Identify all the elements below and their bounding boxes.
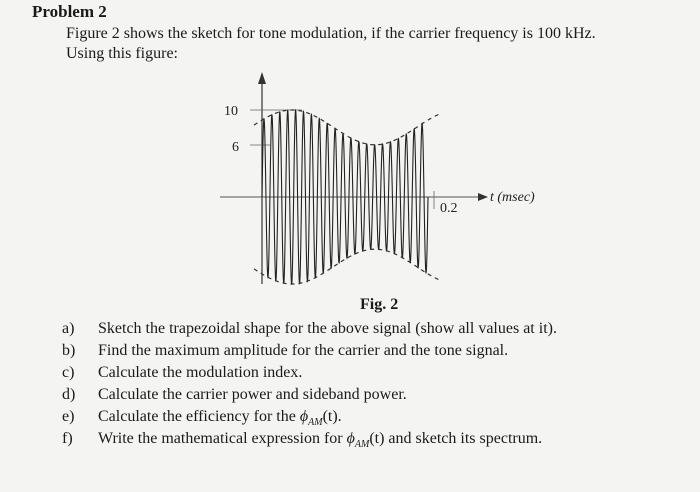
question-letter: d) [62, 386, 76, 403]
y-axis-arrow [258, 72, 266, 84]
question-text: Find the maximum amplitude for the carrier and the tone signal. [98, 342, 509, 359]
question-letter: c) [62, 364, 75, 381]
question-b [62, 340, 557, 362]
question-text [98, 428, 542, 450]
phi-symbol: ϕ [299, 408, 309, 425]
x-tick-label-0-2: 0.2 [440, 201, 458, 216]
question-d [62, 384, 557, 406]
question-text: Calculate the modulation index. [98, 364, 303, 381]
question-text-after: (t) and sketch its spectrum. [369, 430, 543, 447]
question-text-before: Write the mathematical expression for [98, 430, 347, 447]
am-waveform-figure [190, 64, 560, 294]
question-text-after: (t). [322, 408, 342, 425]
phi-symbol: ϕ [346, 430, 355, 447]
question-letter: a) [62, 320, 75, 337]
question-list [62, 318, 557, 450]
phi-subscript: AM [308, 417, 323, 429]
intro-line-1: Figure 2 shows the sketch for tone modulation, if the carrier frequency is 100 kHz. [66, 25, 596, 42]
question-text: Sketch the trapezoidal shape for the above signal (show all values at it). [98, 320, 557, 337]
problem-intro [66, 24, 686, 64]
problem-title: Problem 2 [32, 2, 107, 21]
intro-line-2: Using this figure: [66, 45, 178, 62]
question-c [62, 362, 557, 384]
x-axis-label: t (msec) [490, 190, 535, 205]
question-text [98, 406, 342, 428]
x-axis-arrow [478, 193, 488, 201]
phi-subscript: AM [354, 439, 370, 451]
question-a [62, 318, 557, 340]
y-tick-label-10: 10 [224, 104, 238, 119]
question-letter: b) [62, 342, 76, 359]
question-letter: e) [62, 408, 75, 425]
question-f [62, 428, 557, 450]
y-tick-label-6: 6 [232, 140, 239, 155]
figure-caption: Fig. 2 [360, 296, 399, 313]
question-letter: f) [62, 430, 73, 447]
question-text-before: Calculate the efficiency for the [98, 408, 300, 425]
question-text: Calculate the carrier power and sideband power. [98, 386, 407, 403]
question-e [62, 406, 557, 428]
